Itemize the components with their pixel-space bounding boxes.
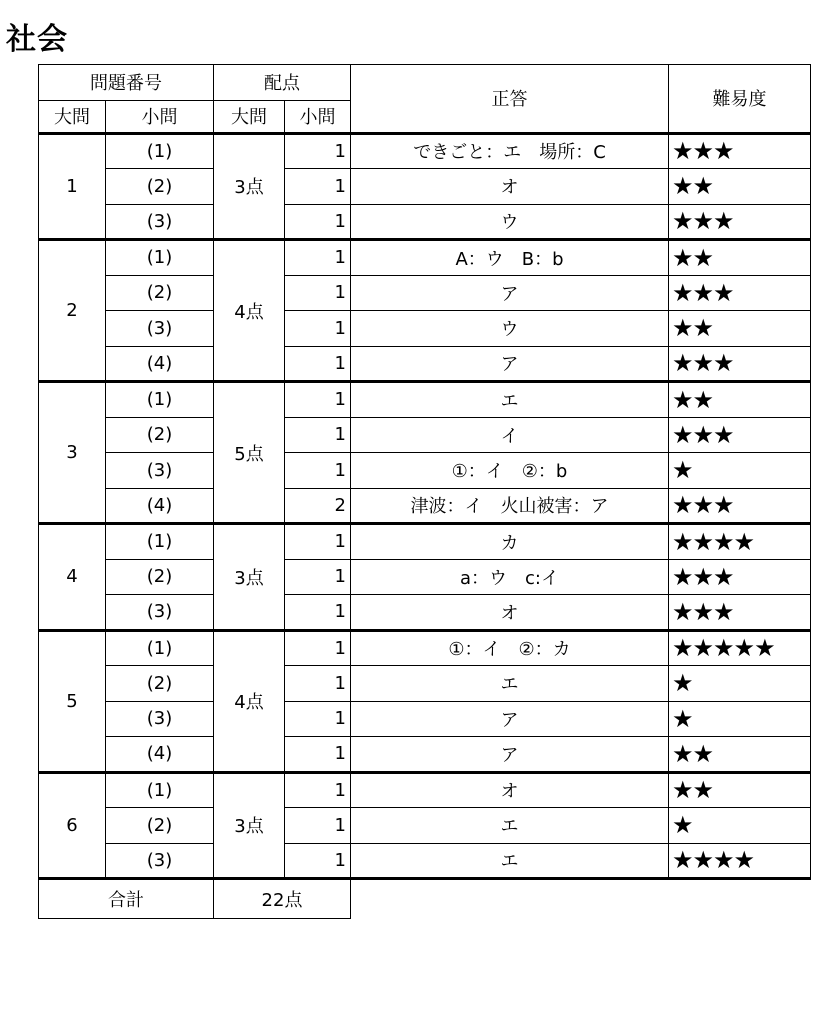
minor-points: 1 [285, 311, 351, 347]
table-row [39, 240, 811, 276]
major-number: 6 [39, 772, 106, 879]
answer-cell: オ [351, 595, 669, 631]
minor-points: 1 [285, 666, 351, 702]
header-answer: 正答 [351, 65, 669, 134]
answer-cell: エ [351, 808, 669, 844]
header-minor: 小問 [106, 100, 214, 133]
empty-cell [351, 879, 811, 919]
minor-points: 1 [285, 559, 351, 595]
difficulty-stars: ★ [669, 453, 811, 489]
table-row [39, 559, 811, 595]
table-row [39, 488, 811, 524]
minor-number: (1) [106, 240, 214, 276]
major-points: 5点 [214, 382, 285, 524]
difficulty-stars: ★★ [669, 772, 811, 808]
answer-cell: オ [351, 772, 669, 808]
difficulty-stars: ★★ [669, 382, 811, 418]
minor-points: 1 [285, 808, 351, 844]
table-row [39, 595, 811, 631]
minor-points: 1 [285, 275, 351, 311]
table-row [39, 382, 811, 418]
table-row [39, 169, 811, 205]
minor-points: 1 [285, 843, 351, 879]
answer-cell: ア [351, 701, 669, 737]
major-number: 2 [39, 240, 106, 382]
major-points: 3点 [214, 133, 285, 240]
difficulty-stars: ★★ [669, 240, 811, 276]
minor-number: (2) [106, 559, 214, 595]
difficulty-stars: ★★ [669, 737, 811, 773]
table-row [39, 204, 811, 240]
minor-points: 1 [285, 169, 351, 205]
minor-points: 1 [285, 595, 351, 631]
table-row [39, 808, 811, 844]
header-question-number: 問題番号 [39, 65, 214, 101]
answer-cell: エ [351, 382, 669, 418]
minor-points: 1 [285, 453, 351, 489]
answer-cell: ア [351, 737, 669, 773]
table-row [39, 701, 811, 737]
header-major-points: 大問 [214, 100, 285, 133]
answer-cell: できごと：エ 場所：C [351, 133, 669, 169]
minor-number: (3) [106, 701, 214, 737]
minor-points: 1 [285, 772, 351, 808]
difficulty-stars: ★★★★ [669, 524, 811, 560]
table-row [39, 737, 811, 773]
major-number: 5 [39, 630, 106, 772]
table-row [39, 666, 811, 702]
difficulty-stars: ★★★★★ [669, 630, 811, 666]
total-label: 合計 [39, 879, 214, 919]
difficulty-stars: ★★ [669, 169, 811, 205]
answer-cell: ①：イ ②：b [351, 453, 669, 489]
answer-cell: ア [351, 275, 669, 311]
header-difficulty: 難易度 [669, 65, 811, 134]
minor-points: 1 [285, 204, 351, 240]
table-row [39, 524, 811, 560]
header-minor-points: 小問 [285, 100, 351, 133]
difficulty-stars: ★★★ [669, 133, 811, 169]
minor-points: 1 [285, 240, 351, 276]
difficulty-stars: ★★★★ [669, 843, 811, 879]
table-row [39, 772, 811, 808]
table-row [39, 311, 811, 347]
answer-cell: ウ [351, 204, 669, 240]
difficulty-stars: ★ [669, 808, 811, 844]
header-major: 大問 [39, 100, 106, 133]
minor-number: (4) [106, 737, 214, 773]
minor-number: (3) [106, 595, 214, 631]
page-title: 社会 [6, 22, 68, 57]
minor-number: (1) [106, 524, 214, 560]
header-points: 配点 [214, 65, 351, 101]
minor-points: 1 [285, 524, 351, 560]
answer-table [38, 64, 811, 919]
minor-number: (3) [106, 204, 214, 240]
minor-number: (2) [106, 417, 214, 453]
minor-number: (1) [106, 630, 214, 666]
total-value: 22点 [214, 879, 351, 919]
answer-cell: エ [351, 666, 669, 702]
minor-points: 1 [285, 737, 351, 773]
difficulty-stars: ★★ [669, 311, 811, 347]
difficulty-stars: ★★★ [669, 275, 811, 311]
major-points: 4点 [214, 240, 285, 382]
answer-cell: a：ウ c:イ [351, 559, 669, 595]
answer-cell: ウ [351, 311, 669, 347]
difficulty-stars: ★★★ [669, 559, 811, 595]
minor-number: (1) [106, 133, 214, 169]
minor-points: 1 [285, 417, 351, 453]
answer-cell: エ [351, 843, 669, 879]
answer-cell: ア [351, 346, 669, 382]
major-number: 1 [39, 133, 106, 240]
answer-table-body [39, 133, 811, 879]
answer-cell: ①：イ ②：カ [351, 630, 669, 666]
major-number: 3 [39, 382, 106, 524]
minor-number: (3) [106, 311, 214, 347]
minor-number: (3) [106, 453, 214, 489]
minor-number: (1) [106, 382, 214, 418]
major-points: 3点 [214, 524, 285, 631]
difficulty-stars: ★★★ [669, 204, 811, 240]
minor-number: (4) [106, 346, 214, 382]
table-row [39, 843, 811, 879]
minor-number: (2) [106, 808, 214, 844]
minor-number: (2) [106, 275, 214, 311]
answer-cell: 津波：イ 火山被害：ア [351, 488, 669, 524]
minor-number: (2) [106, 169, 214, 205]
minor-points: 2 [285, 488, 351, 524]
difficulty-stars: ★ [669, 666, 811, 702]
table-row [39, 275, 811, 311]
table-row [39, 346, 811, 382]
minor-points: 1 [285, 630, 351, 666]
minor-points: 1 [285, 382, 351, 418]
answer-cell: オ [351, 169, 669, 205]
table-row [39, 630, 811, 666]
major-points: 3点 [214, 772, 285, 879]
difficulty-stars: ★★★ [669, 595, 811, 631]
minor-points: 1 [285, 701, 351, 737]
answer-cell: A：ウ B：b [351, 240, 669, 276]
answer-cell: カ [351, 524, 669, 560]
difficulty-stars: ★★★ [669, 488, 811, 524]
table-row [39, 133, 811, 169]
difficulty-stars: ★★★ [669, 417, 811, 453]
major-number: 4 [39, 524, 106, 631]
table-row [39, 417, 811, 453]
difficulty-stars: ★ [669, 701, 811, 737]
minor-points: 1 [285, 346, 351, 382]
minor-number: (3) [106, 843, 214, 879]
minor-number: (2) [106, 666, 214, 702]
major-points: 4点 [214, 630, 285, 772]
answer-cell: イ [351, 417, 669, 453]
minor-number: (4) [106, 488, 214, 524]
minor-points: 1 [285, 133, 351, 169]
table-row [39, 453, 811, 489]
difficulty-stars: ★★★ [669, 346, 811, 382]
minor-number: (1) [106, 772, 214, 808]
